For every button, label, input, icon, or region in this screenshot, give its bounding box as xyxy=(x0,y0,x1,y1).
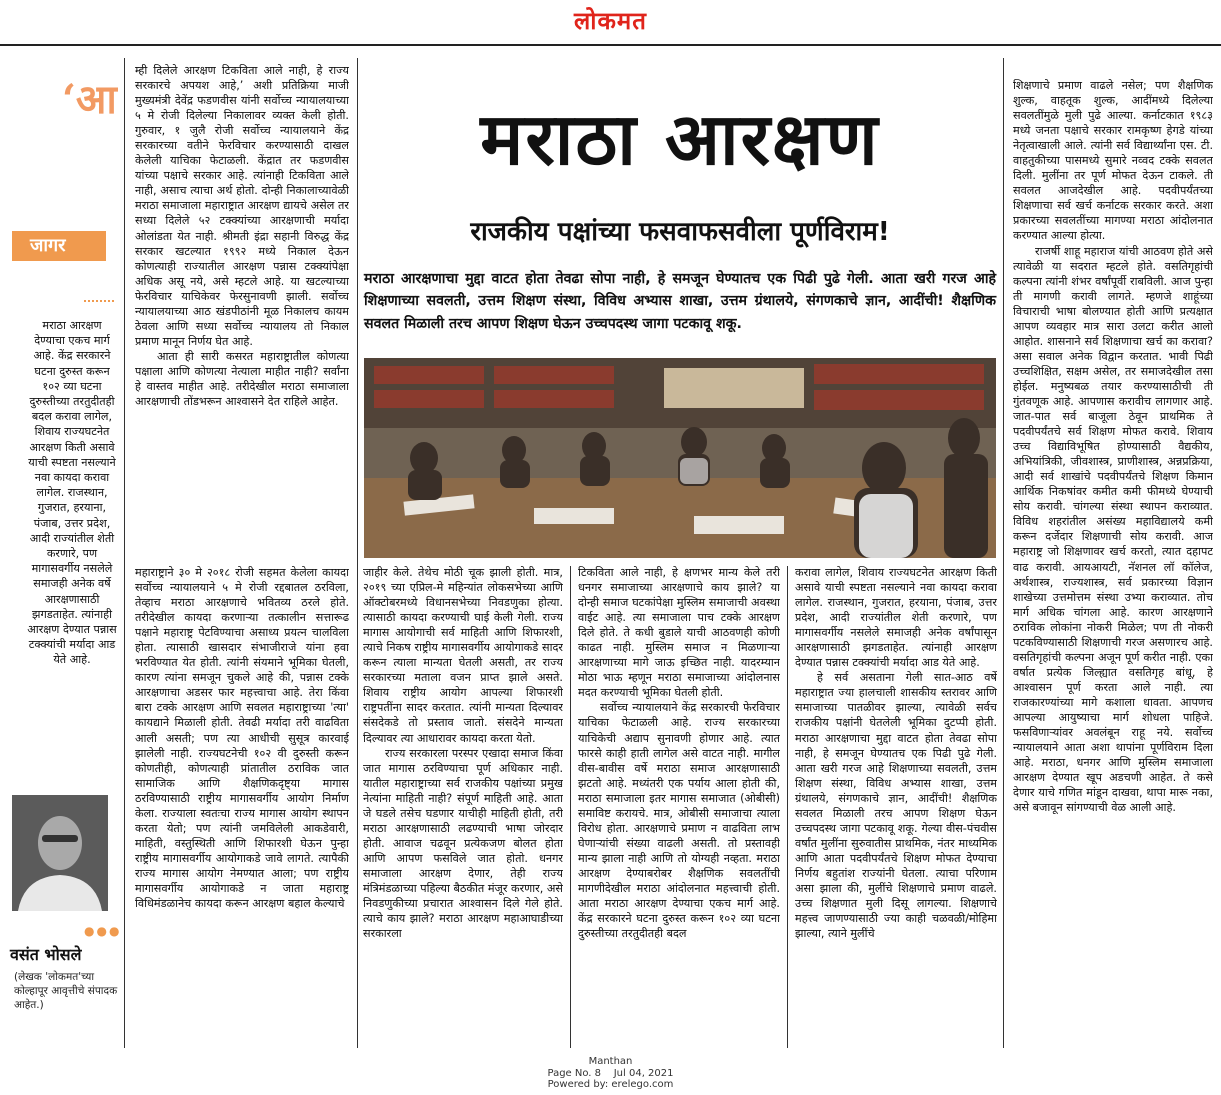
column-rule xyxy=(1003,58,1004,1048)
article-paragraph: राज्य सरकारला परस्पर एखादा समाज किंवा जात मागास ठरविण्याचा पूर्ण अधिकार नाही. यातील महाराष्ट्राच्या सर्व राजकीय पक्षांच्या प्रमुख नेत्यांना माहिती नाही? संपूर्ण माहिती आहे. आता जे घडले तसेच घडणार याचीही माहिती होती, तरी मराठा आरक्षणासाठी लढण्याची भाषा जोरदार होती. आवाज चढवून प्रत्येकजण बोलत होता आणि आपण फसविले जात होतो. धनगर समाजाला आरक्षण देणार, तेही राज्य मंत्रिमंडळाच्या पहिल्या बैठकीत मंजूर करणार, असे निवडणुकीच्या प्रचारात आश्वासन दिले गेले होते. त्याचे काय झाले? मराठा आरक्षण महाआघाडीच्या सरकारला xyxy=(363,746,563,941)
author-photo xyxy=(12,795,108,911)
library-photo xyxy=(364,358,996,558)
drop-cap: ‘आ xyxy=(62,76,117,123)
newspaper-logo: लोकमत xyxy=(574,7,647,35)
article-paragraph: म्ही दिलेले आरक्षण टिकविता आले नाही, हे राज्य सरकारचे अपयश आहे,’ अशी प्रतिक्रिया माजी मुख्यमंत्री देवेंद्र फडणवीस यांनी सर्वोच्च न्यायालयाच्या ५ मे रोजी दिलेल्या निकालावर व्यक्त केली होती. गुरुवार, १ जुलै रोजी सर्वोच्च न्यायालयाने केंद्र सरकारच्या वतीने फेरविचार करण्यासाठी दाखल केलेली याचिका फेटाळली. केंद्रात तर फडणवीस यांच्या पक्षाचे सरकार आहे. त्यांनाही टिकविता आले नाही, असाच त्याचा अर्थ होतो. दोन्ही निकालाच्यावेळी मराठा समाजाला महाराष्ट्रात आरक्षण द्यायचे असेल तर सध्या दिलेले ५२ टक्क्यांच्या आरक्षणाची मर्यादा ओलांडता येत नाही. श्रीमती इंद्रा सहानी विरुद्ध केंद्र सरकार खटल्यात १९९२ मध्ये निकाल देऊन कोणत्याही राज्यातील आरक्षण पन्नास टक्क्यांपेक्षा अधिक असू नये, असे म्हटले आहे. या खटल्याच्या फेरविचार याचिकेवर फेरसुनावणी झाली. सर्वोच्च न्यायालयाच्या आठ खंडपीठांनी मूळ निकालच कायम ठेवला आणि सध्या सर्वोच्च न्यायालय तो निकाल प्रमाण मानून निर्णय घेत आहे. xyxy=(135,64,349,348)
decorative-dots xyxy=(84,300,114,314)
column-rule xyxy=(787,566,788,1048)
article-paragraph: आता ही सारी कसरत महाराष्ट्रातील कोणत्या पक्षाला आणि कोणत्या नेत्याला माहीत नाही? सर्वांना हे वास्तव माहीत आहे. तरीदेखील मराठा समाजाला आरक्षणाची तोंडभरून आश्वासने देत राहिले आहेत. xyxy=(135,349,349,409)
article-column-2 xyxy=(363,565,563,1045)
masthead-rule xyxy=(0,44,1221,46)
article-paragraph: टिकविता आले नाही, हे क्षणभर मान्य केले तरी धनगर समाजाच्या आरक्षणाचे काय झाले? या दोन्ही समाज घटकांपेक्षा मुस्लिम समाजाची अवस्था वाईट आहे. त्या समाजाला पाच टक्के आरक्षण दिले होते. ते कधी बुडाले याची आठवणही कोणी काढत नाही. मुस्लिम समाज न मिळणाऱ्या आरक्षणाच्या मागे जाऊ इच्छित नाही. यादरम्यान मोठा भाऊ म्हणून मराठा समाजाच्या आंदोलनास मदत करण्याची भूमिका घेतली होती. xyxy=(578,566,780,700)
article-paragraph: मराठा आरक्षण देण्याचा एकच मार्ग आहे. केंद्र सरकारने घटना दुरुस्त करून १०२ व्या घटना दुरुस्तीच्या तरतुदीतही बदल करावा लागेल, शिवाय राज्यघटनेत आरक्षण किती असावे याची स्पष्टता नसल्याने नवा कायदा करावा लागेल. राजस्थान, गुजरात, हरयाना, पंजाब, उत्तर प्रदेश, आदी राज्यांतील शेती करणारे, पण मागासवर्गीय नसलेले समाजही अनेक वर्षे आरक्षणासाठी झगडताहेत. त्यांनाही आरक्षण देण्यात पन्नास टक्क्यांची मर्यादा आड येते आहे. xyxy=(27,319,117,667)
article-paragraph: सर्वोच्च न्यायालयाने केंद्र सरकारची फेरविचार याचिका फेटाळली आहे. राज्य सरकारच्या याचिकेची अद्याप सुनावणी होणार आहे. त्यात फारसे काही हाती लागेल असे वाटत नाही. मागील वीस-बावीस वर्षे मराठा समाज आरक्षणासाठी झटतो आहे. मध्यंतरी एक पर्याय आला होती की, मराठा समाजाला इतर मागास समाजात (ओबीसी) समाविष्ट करायचे. मात्र, ओबीसी समाजाचा त्याला विरोध होता. आरक्षणाचे प्रमाण न वाढविता लाभ घेणाऱ्यांची संख्या वाढली असती. तो प्रस्तावही मान्य झाला नाही आणि तो योग्यही नव्हता. मराठा आरक्षण देण्याबरोबर शैक्षणिक सवलतींची मागणीदेखील मराठा आंदोलनात महत्त्वाची होती. आता मराठा आरक्षण देण्याचा एकच मार्ग आहे. केंद्र सरकारने घटना दुरुस्त करून १०२ व्या घटना दुरुस्तीच्या तरतुदीतही बदल xyxy=(578,701,780,941)
author-note: (लेखक 'लोकमत'च्या कोल्हापूर आवृत्तीचे संपादक आहेत.) xyxy=(14,971,118,1011)
article-paragraph: हे सर्व असताना गेली सात-आठ वर्षे महाराष्ट्रात ज्या हालचाली शासकीय स्तरावर आणि समाजाच्या पातळीवर झाल्या, त्यावेळी सर्वच राजकीय पक्षांनी घेतलेली भूमिका दुटप्पी होती. मराठा आरक्षणाचा मुद्दा वाटत होता तेवढा सोपा नाही, हे समजून घेण्यातच एक पिढी पुढे गेली. आता खरी गरज आहे शिक्षणाच्या सवलती, उत्तम शिक्षण संस्था, विविध अभ्यास शाखा, उत्तम ग्रंथालये, संगणकाचे ज्ञान, आदींची! शैक्षणिक सवलत मिळाली तरच आपण शिक्षण घेऊन उच्चपदस्थ जागा पटकावू शकू. गेल्या वीस-पंचवीस वर्षांत मुलींना सुरुवातीस प्राथमिक, नंतर माध्यमिक आणि आता पदवीपर्यंतचे शिक्षण मोफत देण्याचा निर्णय बहुतांश राज्यांनी घेतला. त्याचा परिणाम असा झाला की, मुलींचे शिक्षणाचे प्रमाण वाढले. उच्च शिक्षणात मुली दिसू लागल्या. शिक्षणाचे महत्त्व जाणण्यासाठी ज्या काही चळवळी/मोहिमा झाल्या, त्याने मुलींचे xyxy=(795,671,997,941)
column-rule xyxy=(357,58,358,1048)
publication-name: Manthan xyxy=(588,1056,633,1067)
page-footer xyxy=(0,1056,1221,1091)
masthead xyxy=(0,0,1221,46)
author-name: वसंत भोसले xyxy=(10,945,82,964)
column-rule xyxy=(570,566,571,1048)
headline: मराठा आरक्षण xyxy=(480,97,880,181)
article-column-5 xyxy=(1013,78,1213,1046)
article-column-3 xyxy=(578,565,780,1045)
article-paragraph: करावा लागेल, शिवाय राज्यघटनेत आरक्षण किती असावे याची स्पष्टता नसल्याने नवा कायदा करावा लागेल. राजस्थान, गुजरात, हरयाना, पंजाब, उत्तर प्रदेश, आदी राज्यांतील शेती करणारे, पण मागासवर्गीय नसलेले समाजही अनेक वर्षांपासून आरक्षणासाठी झगडताहेत. त्यांनाही आरक्षण देण्यात पन्नास टक्क्यांची मर्यादा आड येते आहे. xyxy=(795,566,997,670)
article-paragraph: जाहीर केले. तेथेच मोठी चूक झाली होती. मात्र, २०१९ च्या एप्रिल-मे महिन्यांत लोकसभेच्या आणि ऑक्टोबरमध्ये विधानसभेच्या निवडणुका होत्या. त्यासाठी कायदा करण्याची घाई केली गेली. राज्य मागास आयोगाची सर्व माहिती आणि शिफारशी, त्याचे निकष राष्ट्रीय मागासवर्गीय आयोगाकडे सादर करून त्याला मान्यता घेतली असती, तर राज्य सरकारच्या मताला वजन प्राप्त झाले असते. शिवाय राष्ट्रीय आयोग आपल्या शिफारशी राष्ट्रपतींना सादर करतात. त्यांनी मान्यता दिल्यावर संसदेकडे तो प्रस्ताव जातो. संसदेने मान्यता दिल्यावर त्या आधारावर कायदा करता येतो. xyxy=(363,566,563,745)
subheadline: राजकीय पक्षांच्या फसवाफसवीला पूर्णविराम! xyxy=(470,217,890,247)
article-paragraph: शिक्षणाचे प्रमाण वाढले नसेल; पण शैक्षणिक शुल्क, वाहतूक शुल्क, आदींमध्ये दिलेल्या सवलतींमुळे मुली पुढे आल्या. कर्नाटकात १९८३ मध्ये जनता पक्षाचे सरकार रामकृष्ण हेगडे यांच्या नेतृत्वाखाली आले. त्यांनी सर्व विद्यार्थ्यांना एस. टी. वाहतुकीच्या पासमध्ये सुमारे नव्वद टक्के सवलत दिली. मुलींना तर पूर्ण मोफत देऊन टाकले. ती सवलत आजदेखील आहे. पदवीपर्यंतच्या शिक्षणाचा सर्व खर्च कर्नाटक सरकार करते. अशा प्रकारच्या सवलतींच्या मागण्या मराठा आंदोलनात करण्यात आल्या होत्या. xyxy=(1013,79,1213,243)
article-column-1-top xyxy=(135,63,349,564)
decorative-dots-small: ●●● xyxy=(84,924,122,938)
column-rule xyxy=(124,58,125,1048)
article-paragraph: महाराष्ट्राने ३० मे २०१८ रोजी सहमत केलेला कायदा सर्वोच्च न्यायालयाने ५ मे रोजी रद्दबातल ठरविला, तेव्हाच मराठा आरक्षणाचे भवितव्य ठरले होते. तरीदेखील कायदा करणाऱ्या तत्कालीन सत्तारूढ पक्षाने महाराष्ट्र पेटविण्याचा असाध्य प्रयत्न चालविला होता. त्यासाठी खासदार संभाजीराजे यांना हवा भरविण्यात येत होती. त्यांनी संयमाने भूमिका घेतली, कारण त्यांना समजून चुकले आहे की, पन्नास टक्के आरक्षणाचा अडसर फार महत्त्वाचा आहे. तेरा किंवा बारा टक्के आरक्षण आणि सवलत महाराष्ट्राच्या 'त्या' कायद्याने मिळाली होती. तेवढी मर्यादा तरी वाढविता आली असती; पण त्या आधीची सुसूत्र कारवाई झालेली नाही. राज्यघटनेची १०२ वी दुरुस्ती करून कोणतीही, कोणत्याही प्रांतातील ठराविक जात सामाजिक आणि शैक्षणिकदृष्ट्या मागास ठरविण्यासाठी राष्ट्रीय मागासवर्गीय आयोग निर्माण केला. राज्याला स्वतःचा राज्य मागास आयोग स्थापन करता येतो; पण त्यांनी जमविलेली आकडेवारी, माहिती, वस्तुस्थिती आणि शिफारशी घेऊन पुन्हा राष्ट्रीय मागासवर्गीय आयोगाकडे जावे लागते. त्यापैकी राज्य मागास आयोग नेमण्यात आला; पण राष्ट्रीय मागासवर्गीय आयोगाकडे न जाता महाराष्ट्र विधिमंडळानेच कायदा करून आरक्षण बहाल केल्याचे xyxy=(135,566,349,911)
article-column-4 xyxy=(795,565,997,1045)
powered-by: Powered by: erelego.com xyxy=(547,1079,674,1090)
article-column-1-bottom xyxy=(135,565,349,1045)
article-paragraph: राजर्षी शाहू महाराज यांची आठवण होते असे त्यावेळी या सदरात म्हटले होते. वसतिगृहांची कल्पना त्यांनी शंभर वर्षांपूर्वी राबविली. आज पुन्हा ती मागणी करावी लागते. म्हणजे शाहूंच्या विचाराची भाषा बोलण्यात होती आणि प्रत्यक्षात आपण व्यवहार मात्र सारा उलटा करीत आलो आहोत. शासनाने सर्व शिक्षणाचा खर्च का करावा? असा सवाल अनेक विद्वान करतात. भावी पिढी उच्चशिक्षित, सक्षम असेल, तर समाजदेखील तसा होईल. मनुष्यबळ तयार करण्यासाठीची ती गुंतवणूक आहे. आपणास करावीच लागणार आहे. जात-पात सर्व बाजूला ठेवून प्राथमिक ते पदवीपर्यंतचे सर्व शिक्षण मोफत करावे. शिवाय उच्च विद्याविभूषित होण्यासाठी वैद्यकीय, अभियांत्रिकी, जीवशास्त्र, प्राणीशास्त्र, अन्नप्रक्रिया, आदी सर्व शाखांचे पदवीपर्यंतचे शिक्षण किमान आर्थिक निकषांवर कमीत कमी फीमध्ये घेण्याची सोय करावी. चांगल्या संस्था स्थापन कराव्यात. विविध शहरांतील असंख्य महाविद्यालये कमी करून दर्जेदार शिक्षणाची सोय करावी. आज महाराष्ट्र जो शिक्षणावर खर्च करतो, त्यात दहापट वाढ करावी. आयआयटी, नॅशनल लॉ कॉलेज, अर्थशास्त्र, राज्यशास्त्र, सर्व प्रकारच्या विज्ञान शाखेच्या उत्तमोत्तम संस्था उभ्या कराव्यात. तोच मार्ग अधिक चांगला आहे. कारण आरक्षणाने ठराविक लोकांना नोकरी मिळेल; पण ती नोकरी पटकविण्यासाठी शिक्षणाची गरज असणारच आहे. वसतिगृहांची कल्पना अजून पूर्ण करीत नाही. एका वर्षात प्रत्येक जिल्ह्यात वसतिगृह बांधू, हे आश्वासन पूर्ण करता आले नाही. त्या राजकारण्यांच्या मागे कशाला धावता. आपणच आपल्या आयुष्याचा मार्ग शोधला पाहिजे. फसविणाऱ्यांवर अवलंबून राहू नये. सर्वोच्च न्यायालयाने आता अशा थापांना पूर्णविराम दिला आहे. मराठा, धनगर आणि मुस्लिम समाजाला आरक्षण देण्यात खूप अडचणी आहेत. ते कसे देणार याचे गणित मांडून दाखवा, थापा मारू नका, असे बजावून सांगण्याची वेळ आली आहे. xyxy=(1013,244,1213,815)
column-label: जागर xyxy=(12,231,106,261)
page-date: Page No. 8 Jul 04, 2021 xyxy=(547,1067,674,1079)
sidebar-pull-text xyxy=(26,318,118,668)
standfirst: मराठा आरक्षणाचा मुद्दा वाटत होता तेवढा सोपा नाही, हे समजून घेण्यातच एक पिढी पुढे गेली. आता खरी गरज आहे शिक्षणाच्या सवलती, उत्तम शिक्षण संस्था, विविध अभ्यास शाखा, उत्तम ग्रंथालये, संगणकाचे ज्ञान, आदींची! शैक्षणिक सवलत मिळाली तरच आपण शिक्षण घेऊन उच्चपदस्थ जागा पटकावू शकू. xyxy=(364,271,996,332)
